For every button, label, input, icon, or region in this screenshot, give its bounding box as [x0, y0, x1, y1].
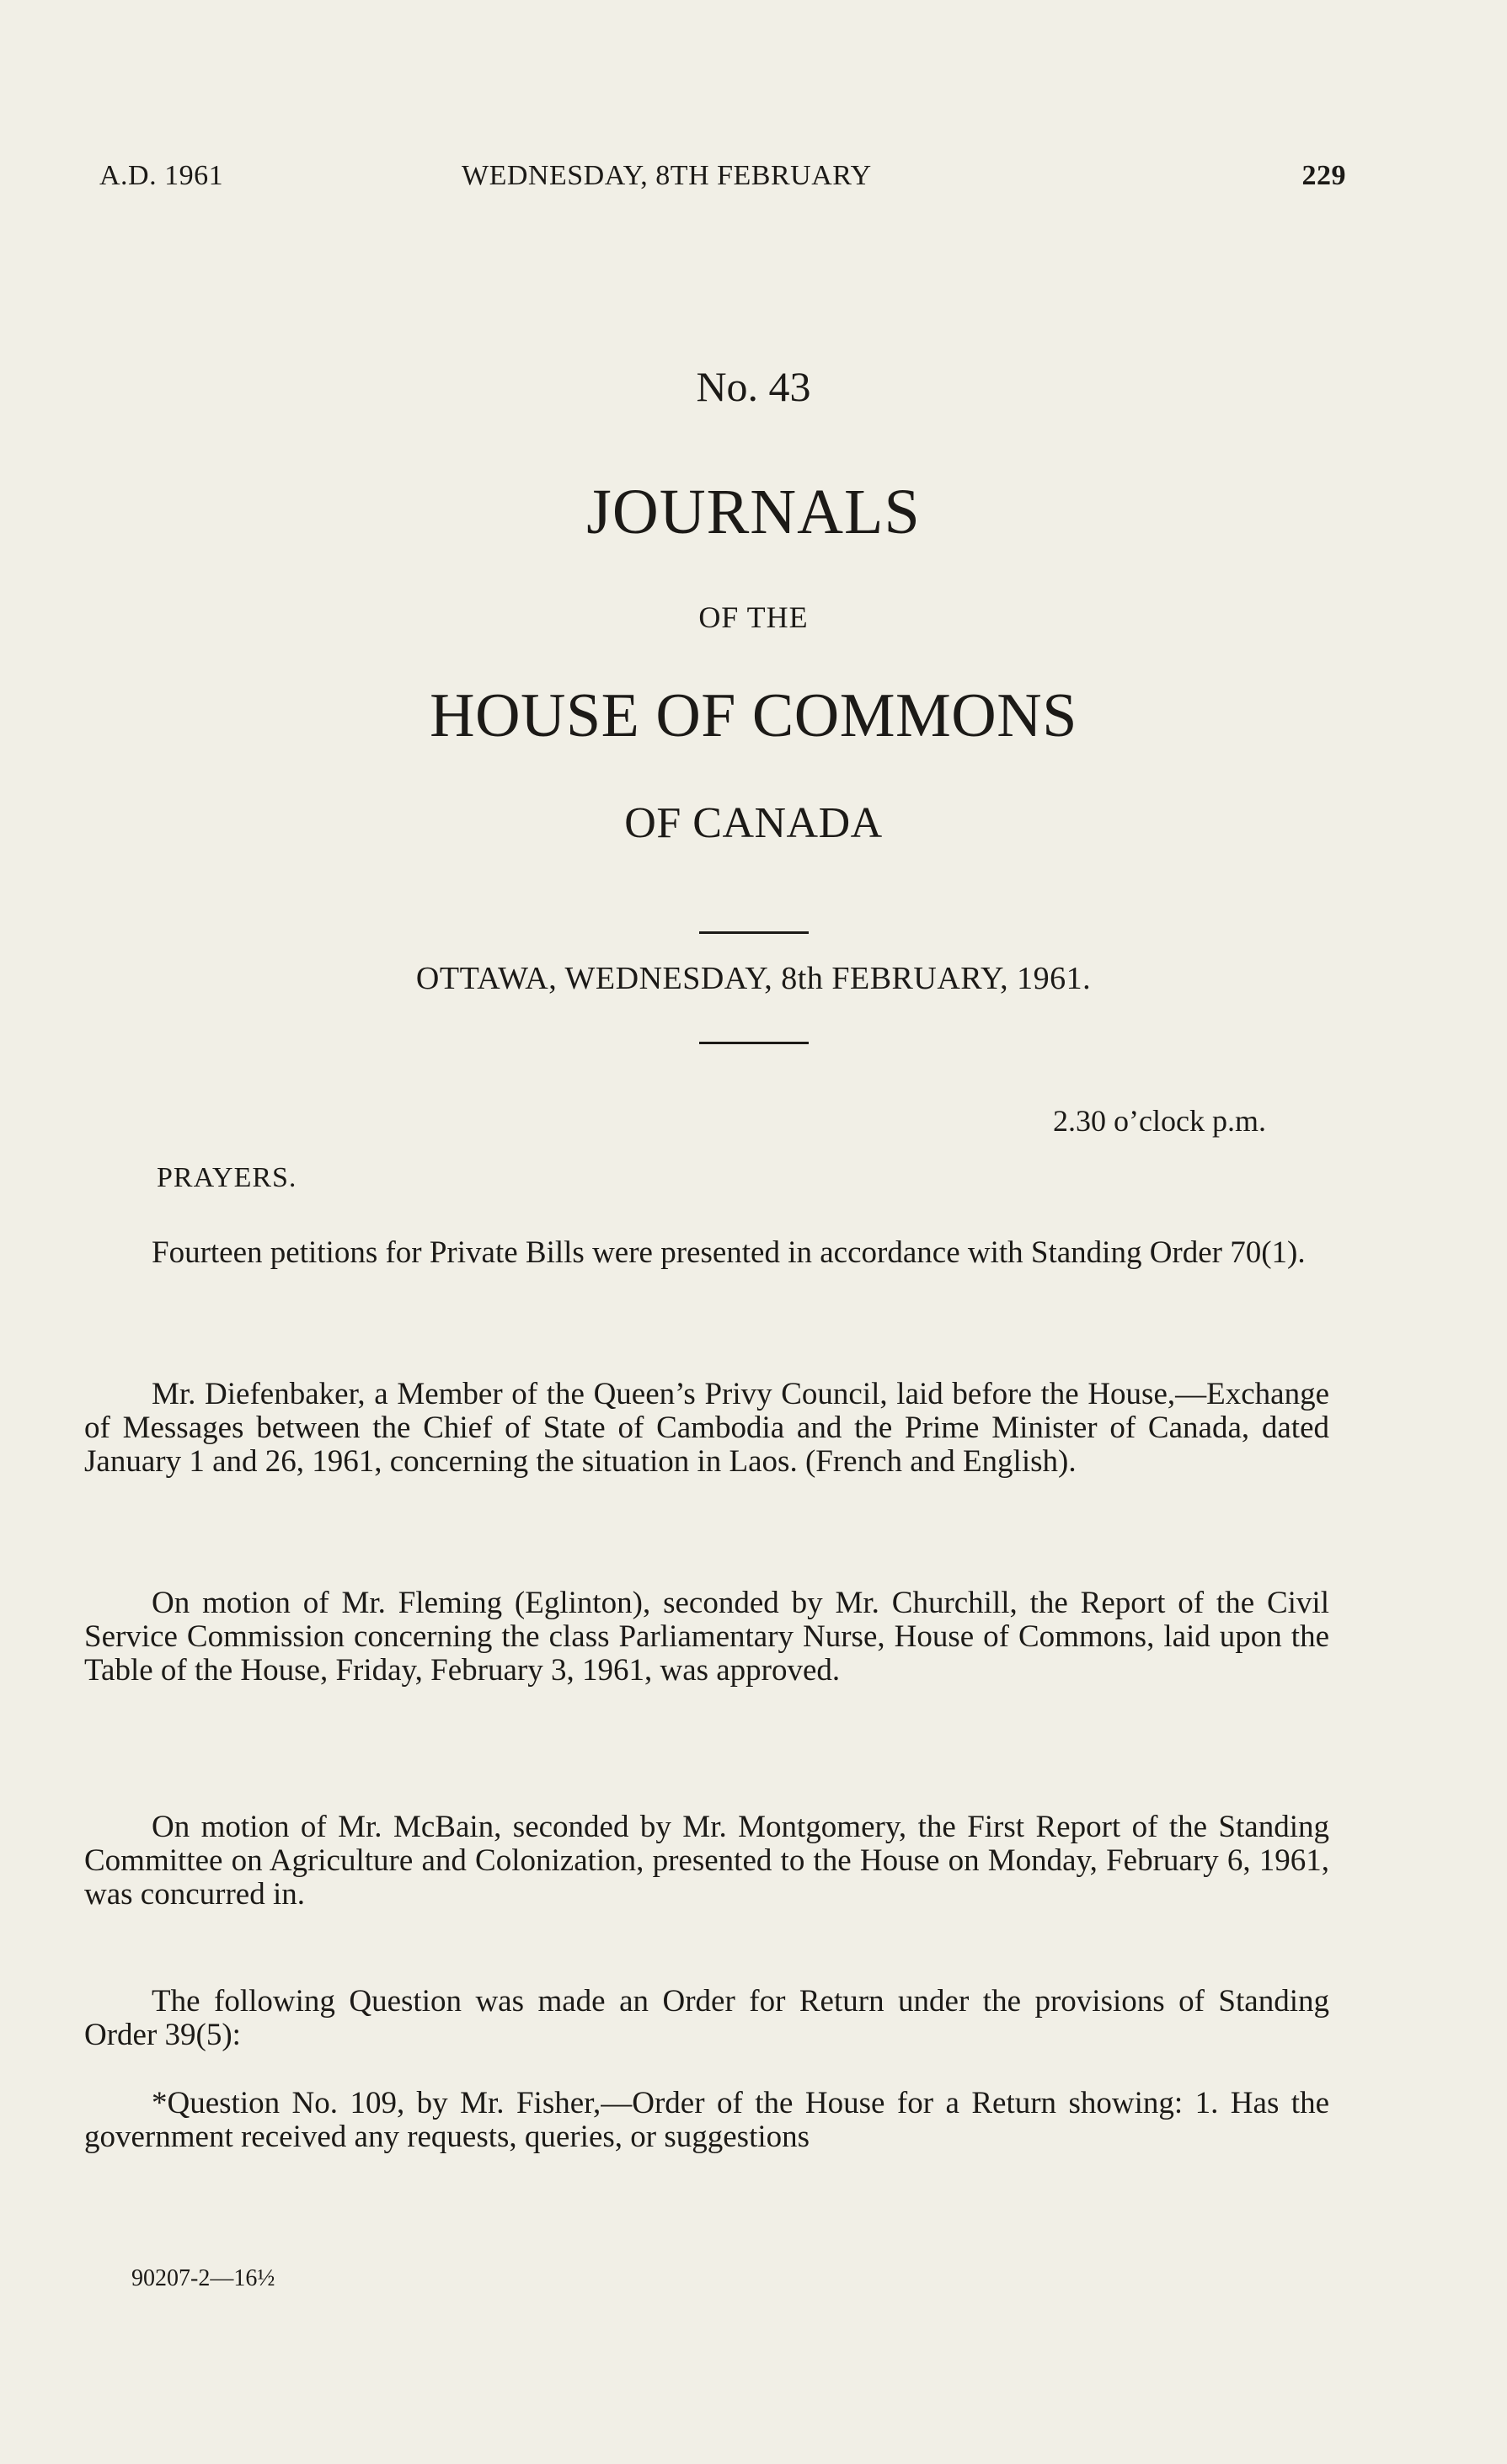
paragraph-diefenbaker: Mr. Diefenbaker, a Member of the Queen’s Privy Council, laid before the House,—Exchange of Messages between the Chief of State of Cambodia and the Prime Minister of Canada, dated January 1 and 26, 1961, concerning the situation in Laos. (French and English). [84, 1377, 1329, 1479]
divider-rule-top [699, 931, 809, 934]
page-number: 229 [1301, 160, 1346, 191]
prayers-heading: PRAYERS. [157, 1162, 297, 1193]
running-head-date: WEDNESDAY, 8TH FEBRUARY [462, 160, 872, 191]
running-head [99, 160, 1346, 202]
house-of-commons-title: HOUSE OF COMMONS [430, 681, 1077, 750]
sitting-time: 2.30 o’clock p.m. [1053, 1104, 1266, 1138]
sitting-place-date: OTTAWA, WEDNESDAY, 8th FEBRUARY, 1961. [415, 961, 1092, 996]
paragraph-fleming-motion: On motion of Mr. Fleming (Eglinton), seconded by Mr. Churchill, the Report of the Civil Service Commission concerning the class Parliamentary Nurse, House of Commons, laid upon the Table of the House, Friday, February 3, 1961, was approved. [84, 1586, 1329, 1688]
paragraph-order-for-return: The following Question was made an Order for Return under the provisions of Standing Order 39(5): [84, 1984, 1329, 2052]
of-canada-line: OF CANADA [624, 799, 883, 847]
of-the-line: OF THE [698, 600, 809, 634]
journals-title: JOURNALS [586, 477, 921, 547]
footer-printer-code: 90207-2—16½ [131, 2265, 275, 2291]
paragraph-petitions: Fourteen petitions for Private Bills were presented in accordance with Standing Order 70(1). [152, 1235, 1306, 1270]
paragraph-question-109: *Question No. 109, by Mr. Fisher,—Order of the House for a Return showing: 1. Has the government received any requests, queries, or suggestions [84, 2086, 1329, 2154]
paragraph-mcbain-motion: On motion of Mr. McBain, seconded by Mr. Montgomery, the First Report of the Standing Committee on Agriculture and Colonization, presented to the House on Monday, February 6, 1961, was concurred in. [84, 1810, 1329, 1912]
journal-number: No. 43 [696, 363, 811, 410]
running-head-year: A.D. 1961 [99, 160, 224, 191]
divider-rule-bottom [699, 1042, 809, 1044]
